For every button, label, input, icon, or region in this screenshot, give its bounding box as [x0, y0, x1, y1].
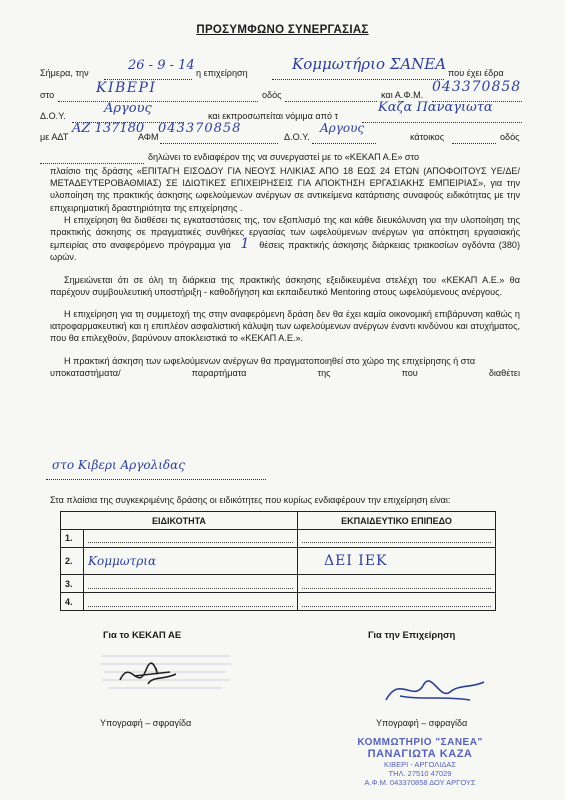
kekap-signature-scribble — [90, 650, 240, 710]
date-handwritten: 26 - 9 - 14 — [128, 58, 195, 73]
table-row — [61, 547, 496, 575]
document-title: ΠΡΟΣΥΜΦΩΝΟ ΣΥΝΕΡΓΑΣΙΑΣ — [196, 24, 369, 36]
paragraph-mentoring: Σημειώνεται ότι σε όλη τη διάρκεια της πρακτικής άσκησης εξειδικευμένα στελέχη του «ΚΕΚΑΠ Α.Ε.» θα παρέχουν συμβουλευτική υποστήριξη - καθοδήγηση και εκπαιδευτικό Mentoring στους ωφελούμενους ανέργους. — [50, 274, 520, 297]
text-doy-2: Δ.Ο.Υ. — [284, 132, 310, 142]
specialty-cell: Κομμωτρια — [84, 547, 298, 575]
line5-fill — [40, 152, 144, 164]
table-row — [61, 530, 496, 548]
adt-handwritten: ΑΖ 137180 — [72, 121, 145, 136]
kekap-signature-label: Για το ΚΕΚΑΠ ΑΕ — [103, 630, 182, 641]
stamp-line-1: ΚΟΜΜΩΤΗΡΙΟ "ΣΑΝΕΑ" — [357, 737, 483, 748]
stamp-line-3: ΚΙΒΕΡΙ - ΑΡΓΟΛΙΔΑΣ — [383, 760, 456, 769]
text-afm: και Α.Φ.Μ. — [381, 90, 424, 100]
text-doy: Δ.Ο.Υ. — [40, 111, 66, 121]
text-company-intro: η επιχείρηση — [196, 68, 248, 78]
specialty-cell — [84, 530, 298, 548]
text-in: στο — [40, 90, 55, 100]
doy-handwritten: Αργους — [104, 101, 152, 116]
specialty-cell — [84, 593, 298, 611]
location-handwritten: στο Κιβερι Αργολιδας — [52, 458, 185, 472]
text-declares-interest: δηλώνει το ενδιαφέρον της να συνεργαστεί με το «ΚΕΚΑΠ Α.Ε» στο — [148, 152, 420, 162]
text-today: Σήμερα, την — [40, 68, 89, 78]
column-specialty: ΕΙΔΙΚΟΤΗΤΑ — [61, 512, 298, 530]
level-cell — [298, 593, 496, 611]
afm-handwritten: 043370858 — [432, 79, 522, 95]
place-handwritten: ΚΙΒΕΡΙ — [96, 80, 157, 96]
street-fill-line — [285, 90, 377, 102]
text-branches: υποκαταστήματα/ — [50, 367, 121, 378]
specialty-cell — [84, 575, 298, 593]
row-number: 4. — [61, 593, 84, 611]
representative-handwritten: Καζα Παναγιωτα — [378, 100, 493, 115]
company-signature-caption: Υπογραφή – σφραγίδα — [376, 718, 468, 728]
text-which: που — [401, 367, 418, 378]
text-represented-by: και εκπροσωπείται νόμιμα από τ — [208, 111, 339, 121]
level-cell — [298, 575, 496, 593]
text-seat: που έχει έδρα — [448, 68, 504, 78]
specialties-table — [60, 511, 496, 611]
company-name-handwritten: Κομμωτήριο ΣΑΝΕΑ — [292, 55, 447, 73]
afm2-handwritten: 043370858 — [158, 121, 242, 136]
level-cell: ΔΕΙ ΙΕΚ — [298, 547, 496, 575]
row-number: 1. — [61, 530, 84, 548]
row-number: 2. — [61, 547, 84, 575]
text-afm-2: ΑΦΜ — [138, 132, 159, 142]
stamp-line-4: ΤΗΛ. 27510 47029 — [388, 769, 452, 778]
text-has: διαθέτει — [488, 367, 520, 378]
paragraph-insurance: Η επιχείρηση για τη συμμετοχή της στην αναφερόμενη δράση δεν θα έχει καμία οικονομική επιβάρυνση καθώς η ιατροφαρμακευτική και η επιπλέον ασφαλιστική κάλυψη των ωφελούμενων ανέργων έναντι κινδύνου και ατυχήματος, που θα επιλεχθούν, βαρύνουν αποκλειστικά το «ΚΕΚΑΠ Α.Ε.». — [50, 309, 520, 344]
text-adt: με ΑΔΤ — [40, 132, 69, 142]
table-row — [61, 593, 496, 611]
company-signature-scribble — [380, 670, 490, 712]
company-stamp — [320, 737, 520, 787]
paragraph-facilities-end: θέσεις πρακτικής άσκησης διάρκειας τριακοσίων ογδόντα (380) ωρών. — [50, 240, 521, 263]
row-number: 3. — [61, 575, 84, 593]
stamp-line-5: Α.Φ.Μ. 043370858 ΔΟΥ ΑΡΓΟΥΣ — [364, 778, 476, 787]
paragraph-action: πλαίσιο της δράσης «ΕΠΙΤΑΓΗ ΕΙΣΟΔΟΥ ΓΙΑ ΝΕΟΥΣ ΗΛΙΚΙΑΣ ΑΠΟ 18 ΕΩΣ 24 ΕΤΩΝ (ΑΠΟΦΟΙΤΟΥΣ ΥΕ/ΔΕ/ΜΕΤΑΔΕΥΤΕΡΟΒΑΘΜΙΑΣ) ΣΕ ΙΔΙΩΤΙΚΕΣ ΕΠΙΧΕΙΡΗΣΕΙΣ ΓΙΑ ΑΠΟΚΤΗΣΗ ΕΡΓΑΣΙΑΚΗΣ ΕΜΠΕΙΡΙΑΣ», για την υλοποίηση της πρακτικής άσκησης ωφελούμενων ανέργων σε αντικείμενα κατάρτισης συναφούς ειδικότητας με την επιχειρηματική δραστηριότητα της επιχείρησης . — [50, 166, 520, 213]
text-annexes: παραρτήματα — [191, 367, 247, 378]
text-street-2: οδός — [500, 132, 520, 142]
text-street: οδός — [262, 90, 282, 100]
stamp-line-2: ΠΑΝΑΓΙΩΤΑ ΚΑΖΑ — [367, 748, 473, 760]
resident-fill-line — [452, 132, 496, 144]
paragraph-location: Η πρακτική άσκηση των ωφελούμενων ανέργων θα πραγματοποιηθεί στο χώρο της επιχείρησης ή στα — [64, 355, 476, 366]
text-of: της — [317, 367, 331, 378]
paragraph-specialties: Στα πλαίσια της συγκεκριμένης δράσης οι ειδικότητες που κυρίως ενδιαφέρουν την επιχείρηση είναι: — [50, 495, 451, 505]
body-paragraphs — [50, 165, 520, 379]
text-resident: κάτοικος — [410, 132, 445, 142]
table-row — [61, 575, 496, 593]
positions-count-handwritten: 1 — [240, 236, 250, 253]
column-education-level: ΕΚΠΑΙΔΕΥΤΙΚΟ ΕΠΙΠΕΔΟ — [298, 512, 496, 530]
paragraph-facilities: Η επιχείρηση θα διαθέσει τις εγκαταστάσεις της, τον εξοπλισμό της και κάθε διευκόλυνση για την υλοποίηση της πρακτικής άσκησης σε πραγματικές συνθήκες εργασίας των ωφελούμενων ανέργων για απόκτηση εργασιακής εμπειρίας στο αναφερόμενο πρόγραμμα για — [50, 214, 520, 251]
kekap-signature-caption: Υπογραφή – σφραγίδα — [100, 718, 192, 728]
level-cell — [298, 530, 496, 548]
place-fill-line — [58, 90, 258, 102]
doy2-handwritten: Αργους — [320, 121, 365, 135]
company-signature-label: Για την Επιχείρηση — [368, 630, 456, 641]
